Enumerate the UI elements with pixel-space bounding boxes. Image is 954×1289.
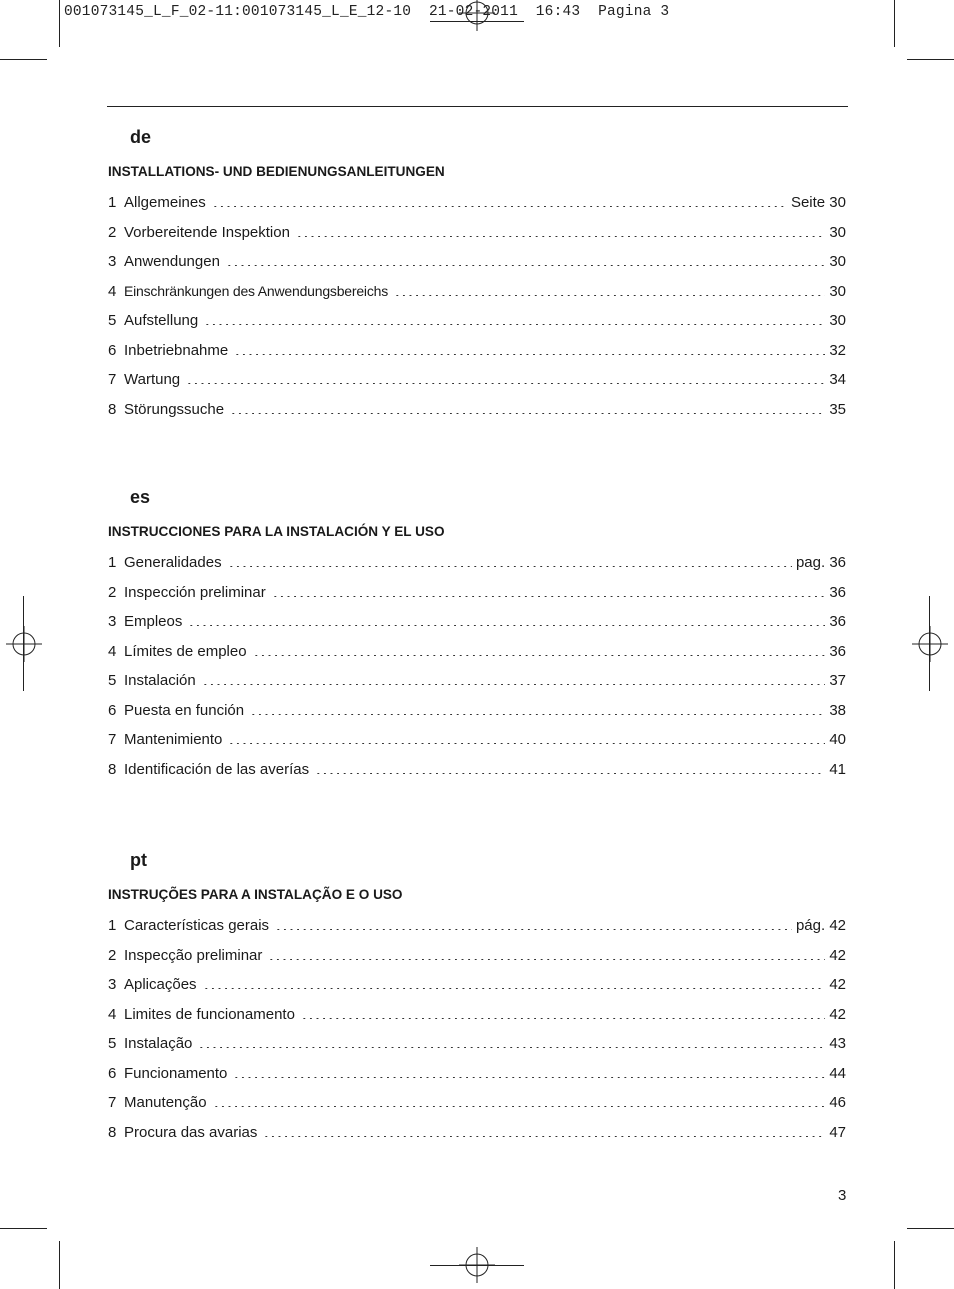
entry-title: Instalação	[124, 1035, 193, 1053]
entry-number: 4	[108, 642, 117, 660]
dot-leader	[301, 1018, 825, 1019]
dot-leader	[212, 206, 787, 207]
entry-page: 36	[829, 642, 846, 660]
entry-title: Allgemeines	[124, 194, 206, 212]
toc-entry[interactable]	[108, 336, 846, 366]
entry-title: Inbetriebnahme	[124, 341, 229, 359]
section-heading: INSTRUÇÕES PARA A INSTALAÇÃO E O USO	[108, 886, 403, 902]
entry-page: 36	[829, 583, 846, 601]
dot-leader	[272, 596, 826, 597]
entry-title: Identificación de las averías	[124, 760, 310, 778]
entry-number: 6	[108, 701, 117, 719]
toc-entry[interactable]	[108, 247, 846, 277]
registration-mark-icon	[912, 626, 948, 662]
dot-leader	[228, 566, 792, 567]
entry-number: 5	[108, 1035, 117, 1053]
entry-page: 36	[829, 613, 846, 631]
crop-mark	[430, 21, 524, 22]
dot-leader	[253, 655, 826, 656]
entry-number: 3	[108, 976, 117, 994]
entry-page: Seite 30	[790, 194, 846, 212]
entry-page: 30	[829, 282, 846, 300]
entry-page: 34	[829, 371, 846, 389]
dot-leader	[198, 1047, 825, 1048]
toc-list	[108, 911, 846, 1147]
entry-page: pág. 42	[795, 917, 846, 935]
toc-list	[108, 188, 846, 424]
page-number: 3	[838, 1187, 847, 1204]
dot-leader	[188, 625, 825, 626]
entry-number: 3	[108, 253, 117, 271]
entry-page: 43	[829, 1035, 846, 1053]
dot-leader	[268, 959, 825, 960]
language-code: pt	[130, 850, 147, 870]
entry-title: Wartung	[124, 371, 181, 389]
entry-page: 42	[829, 1005, 846, 1023]
dot-leader	[186, 383, 825, 384]
dot-leader	[250, 714, 825, 715]
toc-entry[interactable]	[108, 725, 846, 755]
toc-entry[interactable]	[108, 1118, 846, 1148]
language-code: es	[130, 487, 151, 507]
crop-mark	[0, 1228, 47, 1229]
toc-entry[interactable]	[108, 365, 846, 395]
entry-number: 8	[108, 400, 117, 418]
entry-number: 6	[108, 1064, 117, 1082]
dot-leader	[204, 324, 825, 325]
entry-number: 7	[108, 731, 117, 749]
crop-mark	[894, 0, 895, 47]
dot-leader	[315, 773, 825, 774]
toc-entry[interactable]	[108, 637, 846, 667]
crop-mark	[0, 59, 47, 60]
entry-title: Puesta en función	[124, 701, 245, 719]
entry-title: Mantenimiento	[124, 731, 223, 749]
entry-number: 7	[108, 1094, 117, 1112]
entry-title: Inspección preliminar	[124, 583, 266, 601]
entry-page: 35	[829, 400, 846, 418]
toc-entry[interactable]	[108, 696, 846, 726]
entry-number: 8	[108, 760, 117, 778]
entry-number: 2	[108, 946, 117, 964]
entry-page: 32	[829, 341, 846, 359]
entry-title: Instalación	[124, 672, 196, 690]
entry-title: Procura das avarias	[124, 1123, 258, 1141]
dot-leader	[228, 743, 825, 744]
entry-page: 30	[829, 312, 846, 330]
dot-leader	[233, 1077, 825, 1078]
toc-entry[interactable]	[108, 277, 846, 307]
entry-title: Aufstellung	[124, 312, 199, 330]
entry-page: 38	[829, 701, 846, 719]
toc-list	[108, 548, 846, 784]
language-code: de	[130, 127, 152, 147]
entry-page: 46	[829, 1094, 846, 1112]
entry-number: 4	[108, 1005, 117, 1023]
entry-page: 37	[829, 672, 846, 690]
dot-leader	[203, 988, 826, 989]
crop-mark	[59, 0, 60, 47]
entry-number: 1	[108, 554, 117, 572]
entry-title: Empleos	[124, 613, 183, 631]
toc-entry[interactable]	[108, 607, 846, 637]
entry-title: Limites de funcionamento	[124, 1005, 295, 1023]
entry-page: pag. 36	[795, 554, 846, 572]
toc-entry[interactable]	[108, 218, 846, 248]
entry-title: Funcionamento	[124, 1064, 228, 1082]
crop-mark	[929, 596, 930, 691]
entry-number: 1	[108, 917, 117, 935]
crop-mark	[430, 1265, 524, 1266]
entry-title: Manutenção	[124, 1094, 207, 1112]
entry-number: 4	[108, 282, 117, 300]
entry-title: Características gerais	[124, 917, 270, 935]
entry-title: Einschränkungen des Anwendungsbereichs	[124, 283, 389, 300]
dot-leader	[394, 295, 825, 296]
entry-number: 8	[108, 1123, 117, 1141]
dot-leader	[275, 929, 792, 930]
entry-title: Anwendungen	[124, 253, 220, 271]
registration-mark-icon	[459, 0, 495, 31]
crop-mark	[907, 59, 954, 60]
dot-leader	[213, 1106, 826, 1107]
crop-mark	[23, 596, 24, 691]
toc-entry[interactable]	[108, 666, 846, 696]
registration-mark-icon	[6, 626, 42, 662]
toc-entry[interactable]	[108, 970, 846, 1000]
entry-title: Vorbereitende Inspektion	[124, 223, 290, 241]
dot-leader	[230, 413, 825, 414]
section-heading: INSTRUCCIONES PARA LA INSTALACIÓN Y EL USO	[108, 523, 445, 539]
toc-entry[interactable]	[108, 1000, 846, 1030]
toc-entry[interactable]	[108, 755, 846, 785]
entry-page: 40	[829, 731, 846, 749]
toc-entry[interactable]	[108, 395, 846, 425]
entry-title: Aplicações	[124, 976, 197, 994]
crop-mark	[894, 1241, 895, 1289]
entry-number: 6	[108, 341, 117, 359]
entry-page: 42	[829, 976, 846, 994]
entry-number: 1	[108, 194, 117, 212]
entry-page: 47	[829, 1123, 846, 1141]
top-rule	[107, 106, 848, 107]
dot-leader	[263, 1136, 825, 1137]
entry-page: 42	[829, 946, 846, 964]
entry-number: 5	[108, 312, 117, 330]
crop-mark	[907, 1228, 954, 1229]
toc-entry[interactable]	[108, 1088, 846, 1118]
entry-page: 30	[829, 223, 846, 241]
toc-entry[interactable]	[108, 578, 846, 608]
dot-leader	[234, 354, 825, 355]
entry-title: Generalidades	[124, 554, 222, 572]
section-heading: INSTALLATIONS- UND BEDIENUNGSANLEITUNGEN	[108, 163, 445, 179]
dot-leader	[296, 236, 825, 237]
toc-entry[interactable]	[108, 306, 846, 336]
entry-title: Límites de empleo	[124, 642, 247, 660]
entry-page: 44	[829, 1064, 846, 1082]
entry-page: 41	[829, 760, 846, 778]
toc-entry[interactable]	[108, 548, 846, 578]
toc-entry[interactable]	[108, 911, 846, 941]
entry-number: 2	[108, 583, 117, 601]
entry-number: 5	[108, 672, 117, 690]
toc-entry[interactable]	[108, 188, 846, 218]
toc-entry[interactable]	[108, 1029, 846, 1059]
toc-entry[interactable]	[108, 941, 846, 971]
dot-leader	[226, 265, 825, 266]
print-slug: 001073145_L_F_02-11:001073145_L_E_12-10 21-02-2011 16:43 Pagina 3	[64, 4, 670, 20]
toc-entry[interactable]	[108, 1059, 846, 1089]
entry-page: 30	[829, 253, 846, 271]
entry-title: Störungssuche	[124, 400, 225, 418]
dot-leader	[202, 684, 826, 685]
crop-mark	[59, 1241, 60, 1289]
entry-number: 3	[108, 613, 117, 631]
entry-title: Inspecção preliminar	[124, 946, 263, 964]
entry-number: 7	[108, 371, 117, 389]
entry-number: 2	[108, 223, 117, 241]
